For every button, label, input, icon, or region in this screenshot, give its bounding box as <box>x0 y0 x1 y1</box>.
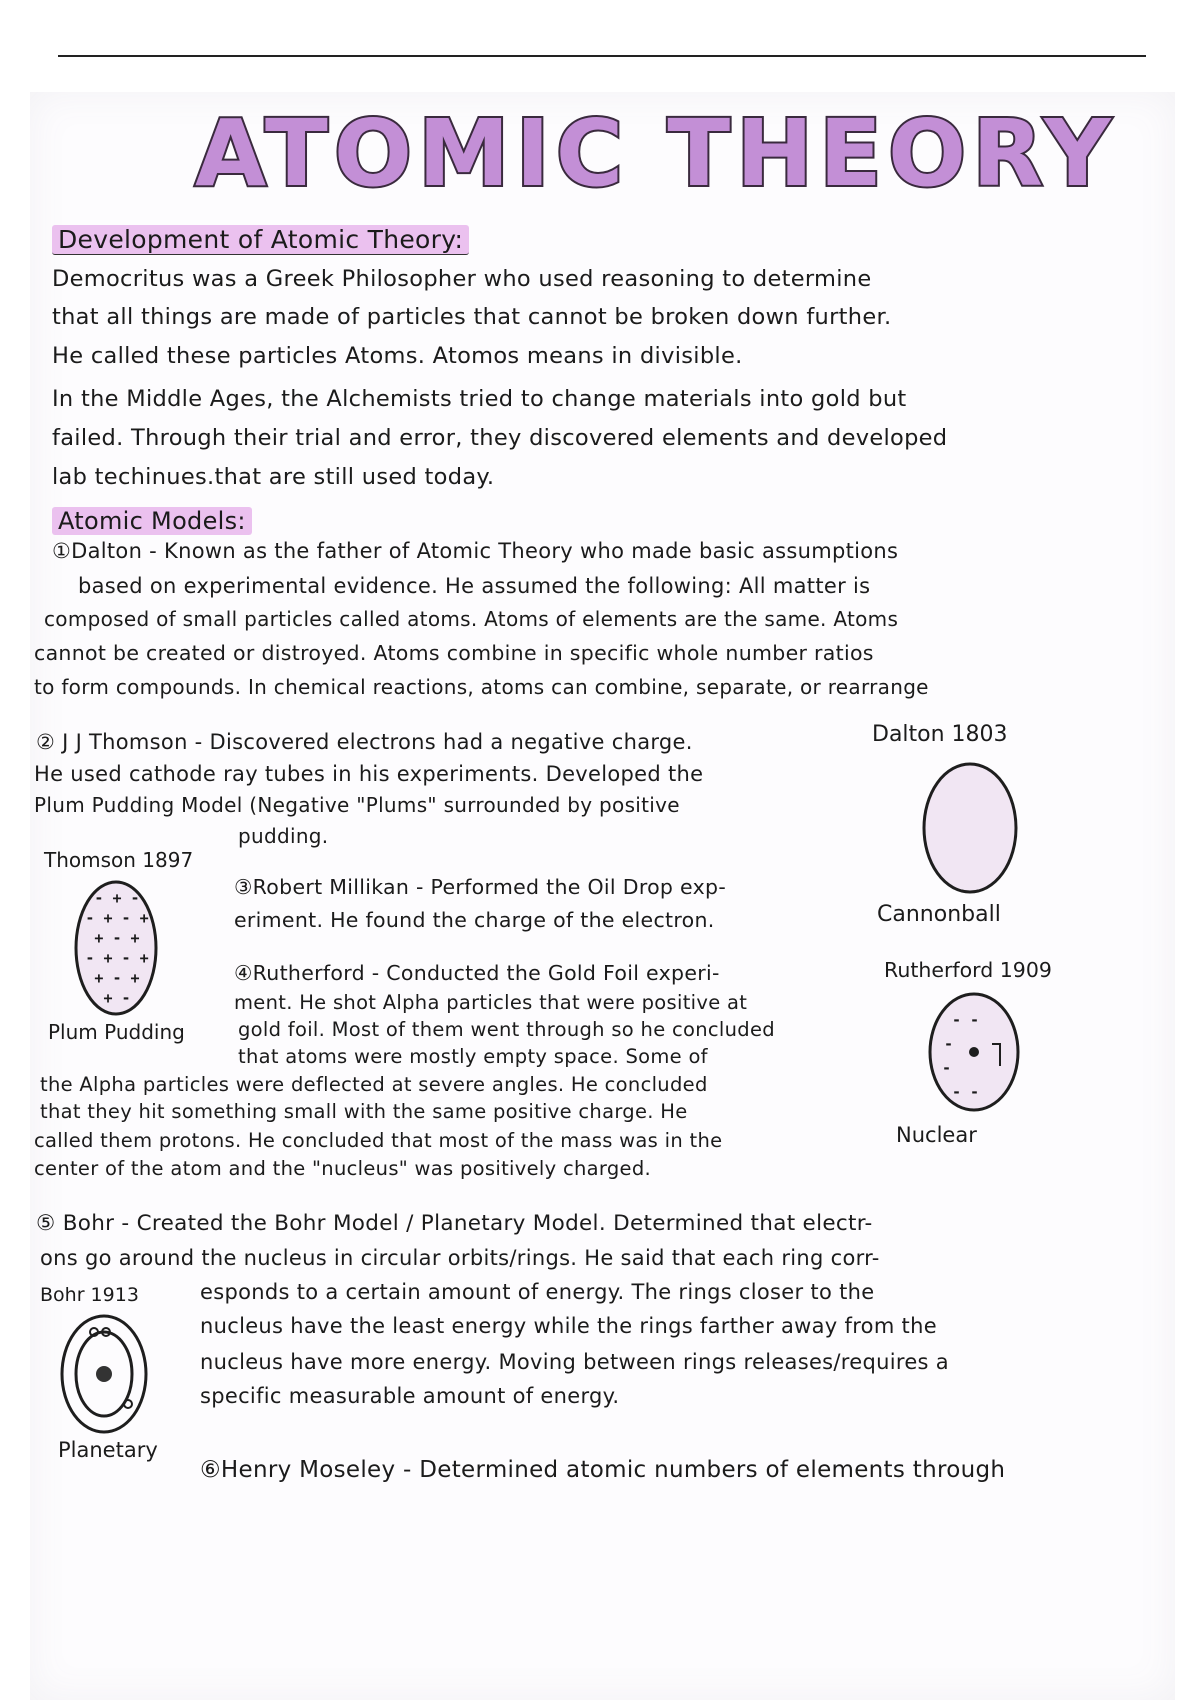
thomson-diagram-label: Thomson 1897 <box>44 848 194 872</box>
models-heading-text: Atomic Models: <box>52 507 252 535</box>
thomson-charges <box>78 888 156 1008</box>
thomson-charge-row: + - + <box>94 929 140 947</box>
millikan-line-2: eriment. He found the charge of the electron. <box>234 908 715 932</box>
thomson-charge-row: + - <box>103 989 131 1007</box>
bohr-line-2: ons go around the nucleus in circular orbits/rings. He said that each ring corr- <box>40 1246 880 1270</box>
dalton-diagram-label: Dalton 1803 <box>872 722 1008 747</box>
dev-line-4: In the Middle Ages, the Alchemists tried to change materials into gold but <box>52 386 907 412</box>
rutherford-line-1: ④Rutherford - Conducted the Gold Foil experi- <box>234 961 720 985</box>
thomson-line-1: ② J J Thomson - Discovered electrons had a negative charge. <box>36 730 693 754</box>
millikan-line-1: ③Robert Millikan - Performed the Oil Drop exp- <box>234 875 727 899</box>
thomson-line-2: He used cathode ray tubes in his experiments. Developed the <box>34 762 704 786</box>
bohr-diagram-label: Bohr 1913 <box>40 1284 139 1306</box>
bohr-planetary-model <box>56 1312 156 1442</box>
thomson-charge-row: - + - <box>94 889 140 907</box>
rutherford-line-5: the Alpha particles were deflected at severe angles. He concluded <box>40 1073 708 1096</box>
bohr-nucleus <box>96 1366 112 1382</box>
rutherford-line-4: that atoms were mostly empty space. Some of <box>238 1045 708 1068</box>
thomson-line-4: pudding. <box>238 824 329 848</box>
dalton-diagram-caption: Cannonball <box>877 902 1001 927</box>
dalton-atom-sphere <box>924 764 1016 892</box>
rutherford-line-7: called them protons. He concluded that most of the mass was in the <box>34 1129 723 1152</box>
models-heading <box>52 509 252 533</box>
dev-line-6: lab techinues.that are still used today. <box>52 464 495 490</box>
rutherford-charge-row: - <box>942 1059 952 1077</box>
page-title: ATOMIC THEORY <box>195 100 1117 207</box>
bohr-line-1: ⑤ Bohr - Created the Bohr Model / Planetary Model. Determined that electr- <box>36 1211 873 1236</box>
dev-line-2: that all things are made of particles that cannot be broken down further. <box>52 304 892 330</box>
rutherford-line-8: center of the atom and the "nucleus" was positively charged. <box>34 1157 651 1180</box>
rutherford-charge-row: - <box>944 1035 954 1053</box>
thomson-charge-row: - + - + <box>85 949 149 967</box>
development-heading <box>52 227 469 252</box>
bohr-line-5: nucleus have more energy. Moving between rings releases/requires a <box>200 1350 949 1374</box>
title-block <box>195 100 1117 207</box>
dalton-line-1: ①Dalton - Known as the father of Atomic Theory who made basic assumptions <box>52 539 899 563</box>
rutherford-diagram-label: Rutherford 1909 <box>884 958 1052 982</box>
bohr-line-3: esponds to a certain amount of energy. The rings closer to the <box>200 1280 875 1304</box>
dev-line-5: failed. Through their trial and error, they discovered elements and developed <box>52 425 948 451</box>
rutherford-charge-row: - - <box>952 1011 980 1029</box>
dev-line-3: He called these particles Atoms. Atomos means in divisible. <box>52 343 743 369</box>
rutherford-line-6: that they hit something small with the same positive charge. He <box>40 1100 688 1123</box>
dalton-line-2: based on experimental evidence. He assumed the following: All matter is <box>78 574 871 598</box>
rutherford-line-3: gold foil. Most of them went through so he concluded <box>238 1018 775 1041</box>
dalton-line-4: cannot be created or distroyed. Atoms combine in specific whole number ratios <box>34 641 874 665</box>
rutherford-diagram-caption: Nuclear <box>896 1123 977 1147</box>
rutherford-line-2: ment. He shot Alpha particles that were positive at <box>234 991 748 1014</box>
rutherford-charges <box>940 1008 1012 1104</box>
development-heading-text: Development of Atomic Theory: <box>52 225 469 255</box>
bohr-line-4: nucleus have the least energy while the rings farther away from the <box>200 1314 937 1338</box>
thomson-charge-row: + - + <box>94 969 140 987</box>
thomson-line-3: Plum Pudding Model (Negative "Plums" surrounded by positive <box>34 793 680 817</box>
bohr-diagram-caption: Planetary <box>58 1438 158 1462</box>
moseley-line-1: ⑥Henry Moseley - Determined atomic numbers of elements through <box>200 1457 1006 1483</box>
thomson-charge-row: - + - + <box>85 909 149 927</box>
rutherford-charge-row: - - <box>952 1083 980 1101</box>
dalton-line-5: to form compounds. In chemical reactions, atoms can combine, separate, or rearrange <box>34 675 929 699</box>
dalton-line-3: composed of small particles called atoms. Atoms of elements are the same. Atoms <box>44 607 899 631</box>
dev-line-1: Democritus was a Greek Philosopher who used reasoning to determine <box>52 266 872 292</box>
bohr-line-6: specific measurable amount of energy. <box>200 1384 620 1408</box>
thomson-diagram-caption: Plum Pudding <box>48 1020 185 1044</box>
top-rule <box>58 55 1146 57</box>
dalton-cannonball-model <box>920 760 1020 900</box>
